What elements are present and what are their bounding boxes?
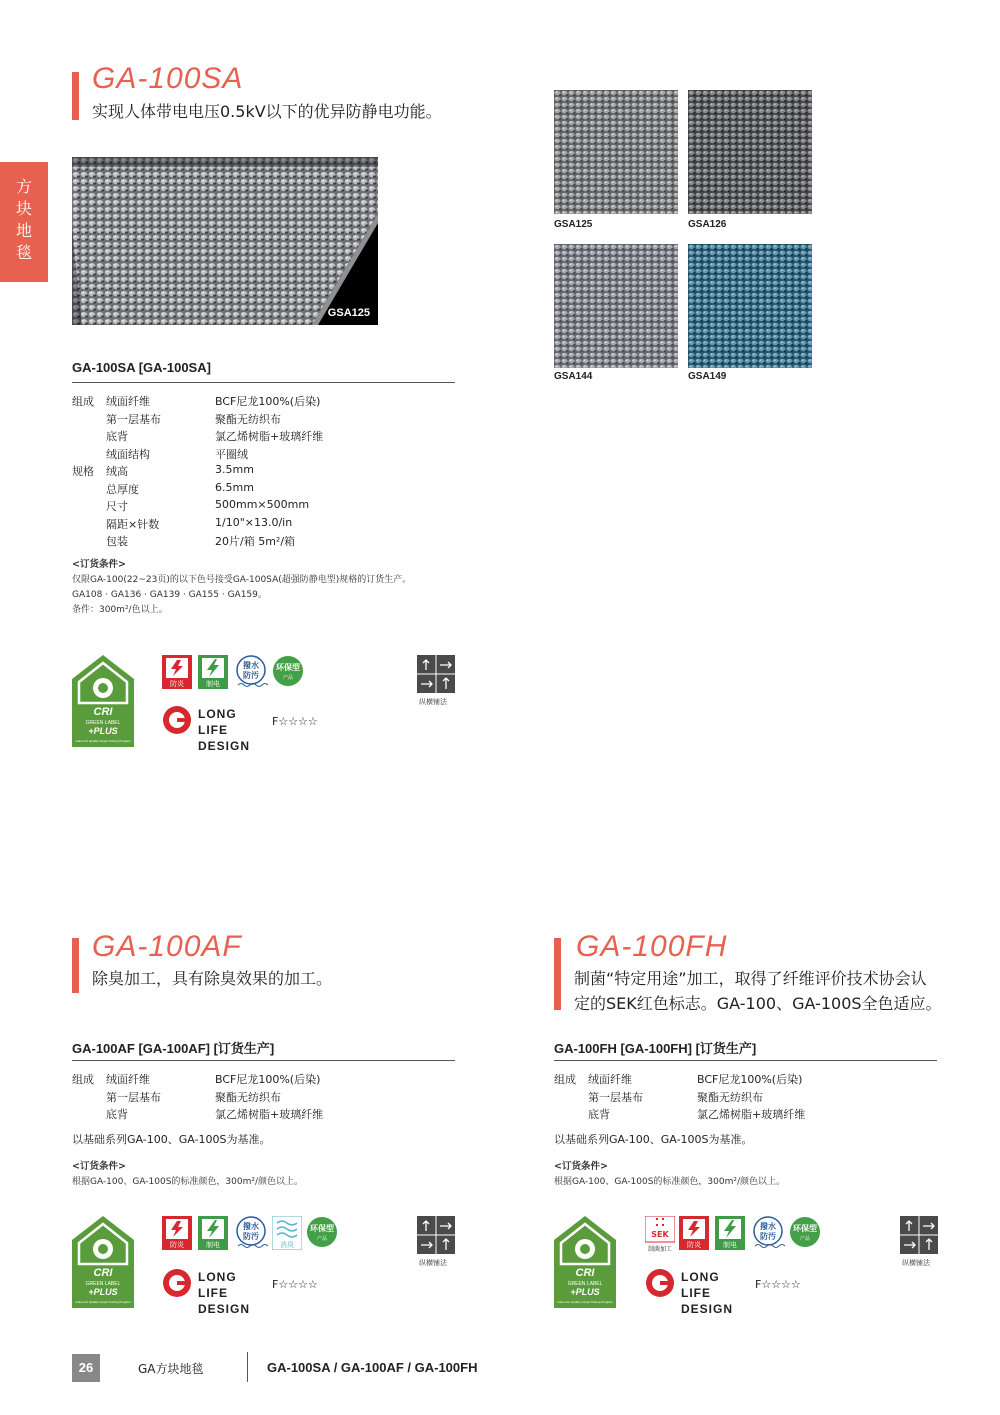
desc-line: 定的SEK红色标志。GA-100、GA-100S全色适应。 [574,994,942,1013]
carpet-swatch-texture [688,90,812,214]
spec-group: 组成 [72,1073,94,1086]
spec-name: 第一层基布 [106,1090,161,1104]
divider [554,1060,937,1061]
section-description: 除臭加工，具有除臭效果的加工。 [92,969,333,988]
spec-name: 绒面纤维 [106,395,150,408]
svg-text:环保型: 环保型 [310,1224,334,1233]
spec-row [554,1089,937,1107]
spec-name: 底背 [106,430,128,443]
svg-text:Indoor Air Quality Carpet Test: Indoor Air Quality Carpet Testing Program [75,1300,131,1304]
svg-text:GREEN LABEL: GREEN LABEL [85,720,121,726]
cri-green-label-badge [554,1216,616,1312]
svg-text:GREEN LABEL: GREEN LABEL [85,1281,121,1287]
spec-value: 氯乙烯树脂+玻璃纤维 [215,1108,324,1121]
spec-group: 规格 [72,465,94,478]
svg-text:防汚: 防汚 [760,1232,776,1241]
spec-value: 聚酯无纺织布 [215,1090,281,1104]
spec-name: 绒面纤维 [588,1073,632,1086]
svg-text:产品: 产品 [799,1236,811,1242]
section-accent-bar [72,938,79,993]
section-title-ga100sa: GA-100SA [92,62,244,95]
spec-value: BCF尼龙100%(后染) [697,1073,803,1086]
cri-green-label-badge [72,1216,134,1312]
long-life-design-badge [162,705,251,753]
laying-direction-icon [417,1216,455,1254]
direction-label: 纵横铺法 [419,1259,447,1267]
carpet-tile-image [72,157,378,325]
spec-name: 包装 [106,535,128,548]
model-heading: GA-100SA [GA-100SA] [72,360,211,375]
section-title-ga100fh: GA-100FH [576,930,728,963]
spec-value: 氯乙烯树脂+玻璃纤维 [697,1108,806,1121]
installation-direction-icon [417,1216,455,1267]
swatch-gsa144 [554,244,678,368]
spec-name: 第一层基布 [588,1090,643,1104]
spec-row [72,463,455,481]
long-life-design-badge [645,1268,734,1316]
design-text: DESIGN [198,1302,251,1316]
eco-product-icon [272,655,304,689]
svg-text:撥水: 撥水 [760,1222,776,1231]
svg-text:环保型: 环保型 [793,1224,817,1233]
spec-name: 绒面结构 [106,447,150,461]
sek-antibacterial-icon [645,1216,675,1254]
water-repellent-icon [234,1216,268,1250]
long-life-text: LONG LIFE [198,1270,237,1300]
spec-table [554,1071,937,1124]
laying-direction-icon [900,1216,938,1254]
f-star-rating: F☆☆☆☆ [272,715,318,728]
section-accent-bar [554,938,561,1010]
svg-text:防汚: 防汚 [243,671,259,680]
spec-row [72,428,455,446]
order-line: 条件：300m²/色以上。 [72,605,168,615]
swatch-gsa149 [688,244,812,368]
svg-text:环保型: 环保型 [276,663,300,672]
eco-product-icon [306,1216,338,1250]
side-category-tab [0,162,48,282]
design-text: DESIGN [681,1302,734,1316]
spec-value: 500mm×500mm [215,498,310,511]
tile-caption: GSA125 [327,307,370,319]
order-title: <订货条件> [554,1161,608,1172]
svg-text:+PLUS: +PLUS [88,726,118,736]
base-series-note: 以基础系列GA-100、GA-100S为基准。 [554,1133,753,1146]
svg-text:制菌加工: 制菌加工 [647,1246,673,1253]
svg-text:+PLUS: +PLUS [570,1287,600,1297]
section-accent-bar [72,72,79,120]
swatch-label: GSA125 [554,219,593,230]
model-heading: GA-100FH [GA-100FH] [订货生产] [554,1041,757,1056]
order-conditions [72,557,411,618]
order-line: 根据GA-100、GA-100S的标准颜色，300m²/颜色以上。 [554,1177,786,1187]
certification-icons [645,1216,821,1254]
svg-text:消臭: 消臭 [280,1241,294,1249]
spec-group: 组成 [72,395,94,408]
spec-row [72,446,455,464]
spec-value: 20片/箱 5m²/箱 [215,535,296,548]
long-life-text: LONG LIFE [198,707,237,737]
spec-table [72,393,455,551]
svg-text:防汚: 防汚 [243,1232,259,1241]
svg-text:CRI: CRI [93,706,113,718]
long-life-text: LONG LIFE [681,1270,720,1300]
spec-row [72,411,455,429]
svg-text:制电: 制电 [723,1241,737,1249]
carpet-swatch-texture [554,90,678,214]
spec-row [72,481,455,499]
spec-value: 聚酯无纺织布 [697,1090,763,1104]
order-conditions [554,1159,785,1190]
svg-text:防炎: 防炎 [687,1241,701,1249]
spec-name: 绒面纤维 [106,1073,150,1086]
spec-value: BCF尼龙100%(后染) [215,1073,321,1086]
carpet-swatch-texture [554,244,678,368]
carpet-swatch-texture [688,244,812,368]
spec-value: 6.5mm [215,480,254,494]
spec-name: 底背 [106,1108,128,1121]
eco-product-icon [789,1216,821,1250]
swatch-label: GSA144 [554,371,593,382]
cri-house-icon [554,1216,616,1308]
divider [72,1060,455,1061]
g-mark-icon [162,1268,192,1298]
base-series-note: 以基础系列GA-100、GA-100S为基准。 [72,1133,271,1146]
spec-row [72,1071,455,1089]
long-life-design-badge [162,1268,251,1316]
water-repellent-icon [751,1216,785,1250]
footer-models: GA-100SA / GA-100AF / GA-100FH [267,1360,478,1375]
swatch-gsa126 [688,90,812,214]
f-star-rating: F☆☆☆☆ [272,1278,318,1291]
svg-text:Indoor Air Quality Carpet Test: Indoor Air Quality Carpet Testing Program [75,739,131,743]
spec-name: 尺寸 [106,500,128,513]
spec-row [72,1089,455,1107]
carpet-tile-graphic [72,157,378,325]
g-mark-icon [645,1268,675,1298]
g-mark-icon [162,705,192,735]
side-tab-char: 毯 [15,243,32,262]
deodorant-icon [272,1216,302,1250]
spec-group: 组成 [554,1073,576,1086]
antistatic-icon [198,1216,228,1250]
antistatic-icon [198,655,228,689]
svg-text:CRI: CRI [93,1267,113,1279]
spec-name: 总厚度 [106,482,139,496]
order-line: GA108 · GA136 · GA139 · GA155 · GA159。 [72,590,267,600]
spec-row [554,1106,937,1124]
cri-house-icon [72,1216,134,1308]
svg-text:产品: 产品 [316,1236,328,1242]
spec-row [72,1106,455,1124]
svg-text:撥水: 撥水 [243,661,259,670]
svg-text:SEK: SEK [651,1230,669,1239]
svg-text:Indoor Air Quality Carpet Test: Indoor Air Quality Carpet Testing Program [557,1300,613,1304]
order-title: <订货条件> [72,1161,126,1172]
section-title-ga100af: GA-100AF [92,930,242,963]
spec-table [72,1071,455,1124]
svg-text:+PLUS: +PLUS [88,1287,118,1297]
spec-name: 底背 [588,1108,610,1121]
spec-value: 3.5mm [215,463,254,476]
desc-line: 制菌“特定用途”加工，取得了纤维评价技术协会认 [574,969,927,988]
certification-icons [162,1216,338,1250]
swatch-label: GSA126 [688,219,727,230]
water-repellent-icon [234,655,268,689]
spec-name: 第一层基布 [106,412,161,426]
direction-label: 纵横铺法 [902,1259,930,1267]
page-number: 26 [72,1354,100,1382]
swatch-gsa125 [554,90,678,214]
direction-label: 纵横铺法 [419,698,447,706]
spec-name: 隔距×针数 [106,517,160,531]
cri-house-icon [72,655,134,747]
svg-text:制电: 制电 [206,1241,220,1249]
svg-text:CRI: CRI [575,1267,595,1279]
footer-divider [247,1352,248,1382]
spec-name: 绒高 [106,465,128,478]
spec-row [72,516,455,534]
swatch-label: GSA149 [688,371,727,382]
fire-retardant-icon [162,1216,192,1250]
spec-value: 聚酯无纺织布 [215,412,281,426]
f-star-rating: F☆☆☆☆ [755,1278,801,1291]
footer-section-name: GA方块地毯 [138,1362,204,1376]
spec-row [72,533,455,551]
cri-green-label-badge [72,655,134,751]
model-heading: GA-100AF [GA-100AF] [订货生产] [72,1041,275,1056]
order-conditions [72,1159,303,1190]
installation-direction-icon [417,655,455,706]
fire-retardant-icon [162,655,192,689]
installation-direction-icon [900,1216,938,1267]
order-title: <订货条件> [72,559,126,570]
spec-value: 1/10"×13.0/in [215,515,293,529]
certification-icons [162,655,304,689]
svg-text:GREEN LABEL: GREEN LABEL [567,1281,603,1287]
spec-value: 平圈绒 [215,447,248,461]
side-tab-char: 块 [15,199,32,218]
fire-retardant-icon [679,1216,709,1250]
section-description [574,966,942,1016]
order-line: 仅限GA-100(22~23页)的以下色号接受GA-100SA(超强防静电型)规格的订货生产。 [72,575,412,585]
divider [72,382,455,383]
spec-value: BCF尼龙100%(后染) [215,395,321,408]
svg-text:撥水: 撥水 [243,1222,259,1231]
design-text: DESIGN [198,739,251,753]
svg-text:防炎: 防炎 [170,1241,184,1249]
spec-row [554,1071,937,1089]
svg-text:防炎: 防炎 [170,680,184,688]
side-tab-char: 地 [15,221,32,240]
spec-row [72,498,455,516]
side-tab-char: 方 [15,177,32,196]
svg-text:制电: 制电 [206,680,220,688]
spec-value: 氯乙烯树脂+玻璃纤维 [215,430,324,443]
section-description: 实现人体带电电压0.5kV以下的优异防静电功能。 [92,102,442,121]
order-line: 根据GA-100、GA-100S的标准颜色，300m²/颜色以上。 [72,1177,304,1187]
spec-row [72,393,455,411]
antistatic-icon [715,1216,745,1250]
laying-direction-icon [417,655,455,693]
svg-text:产品: 产品 [282,675,294,681]
